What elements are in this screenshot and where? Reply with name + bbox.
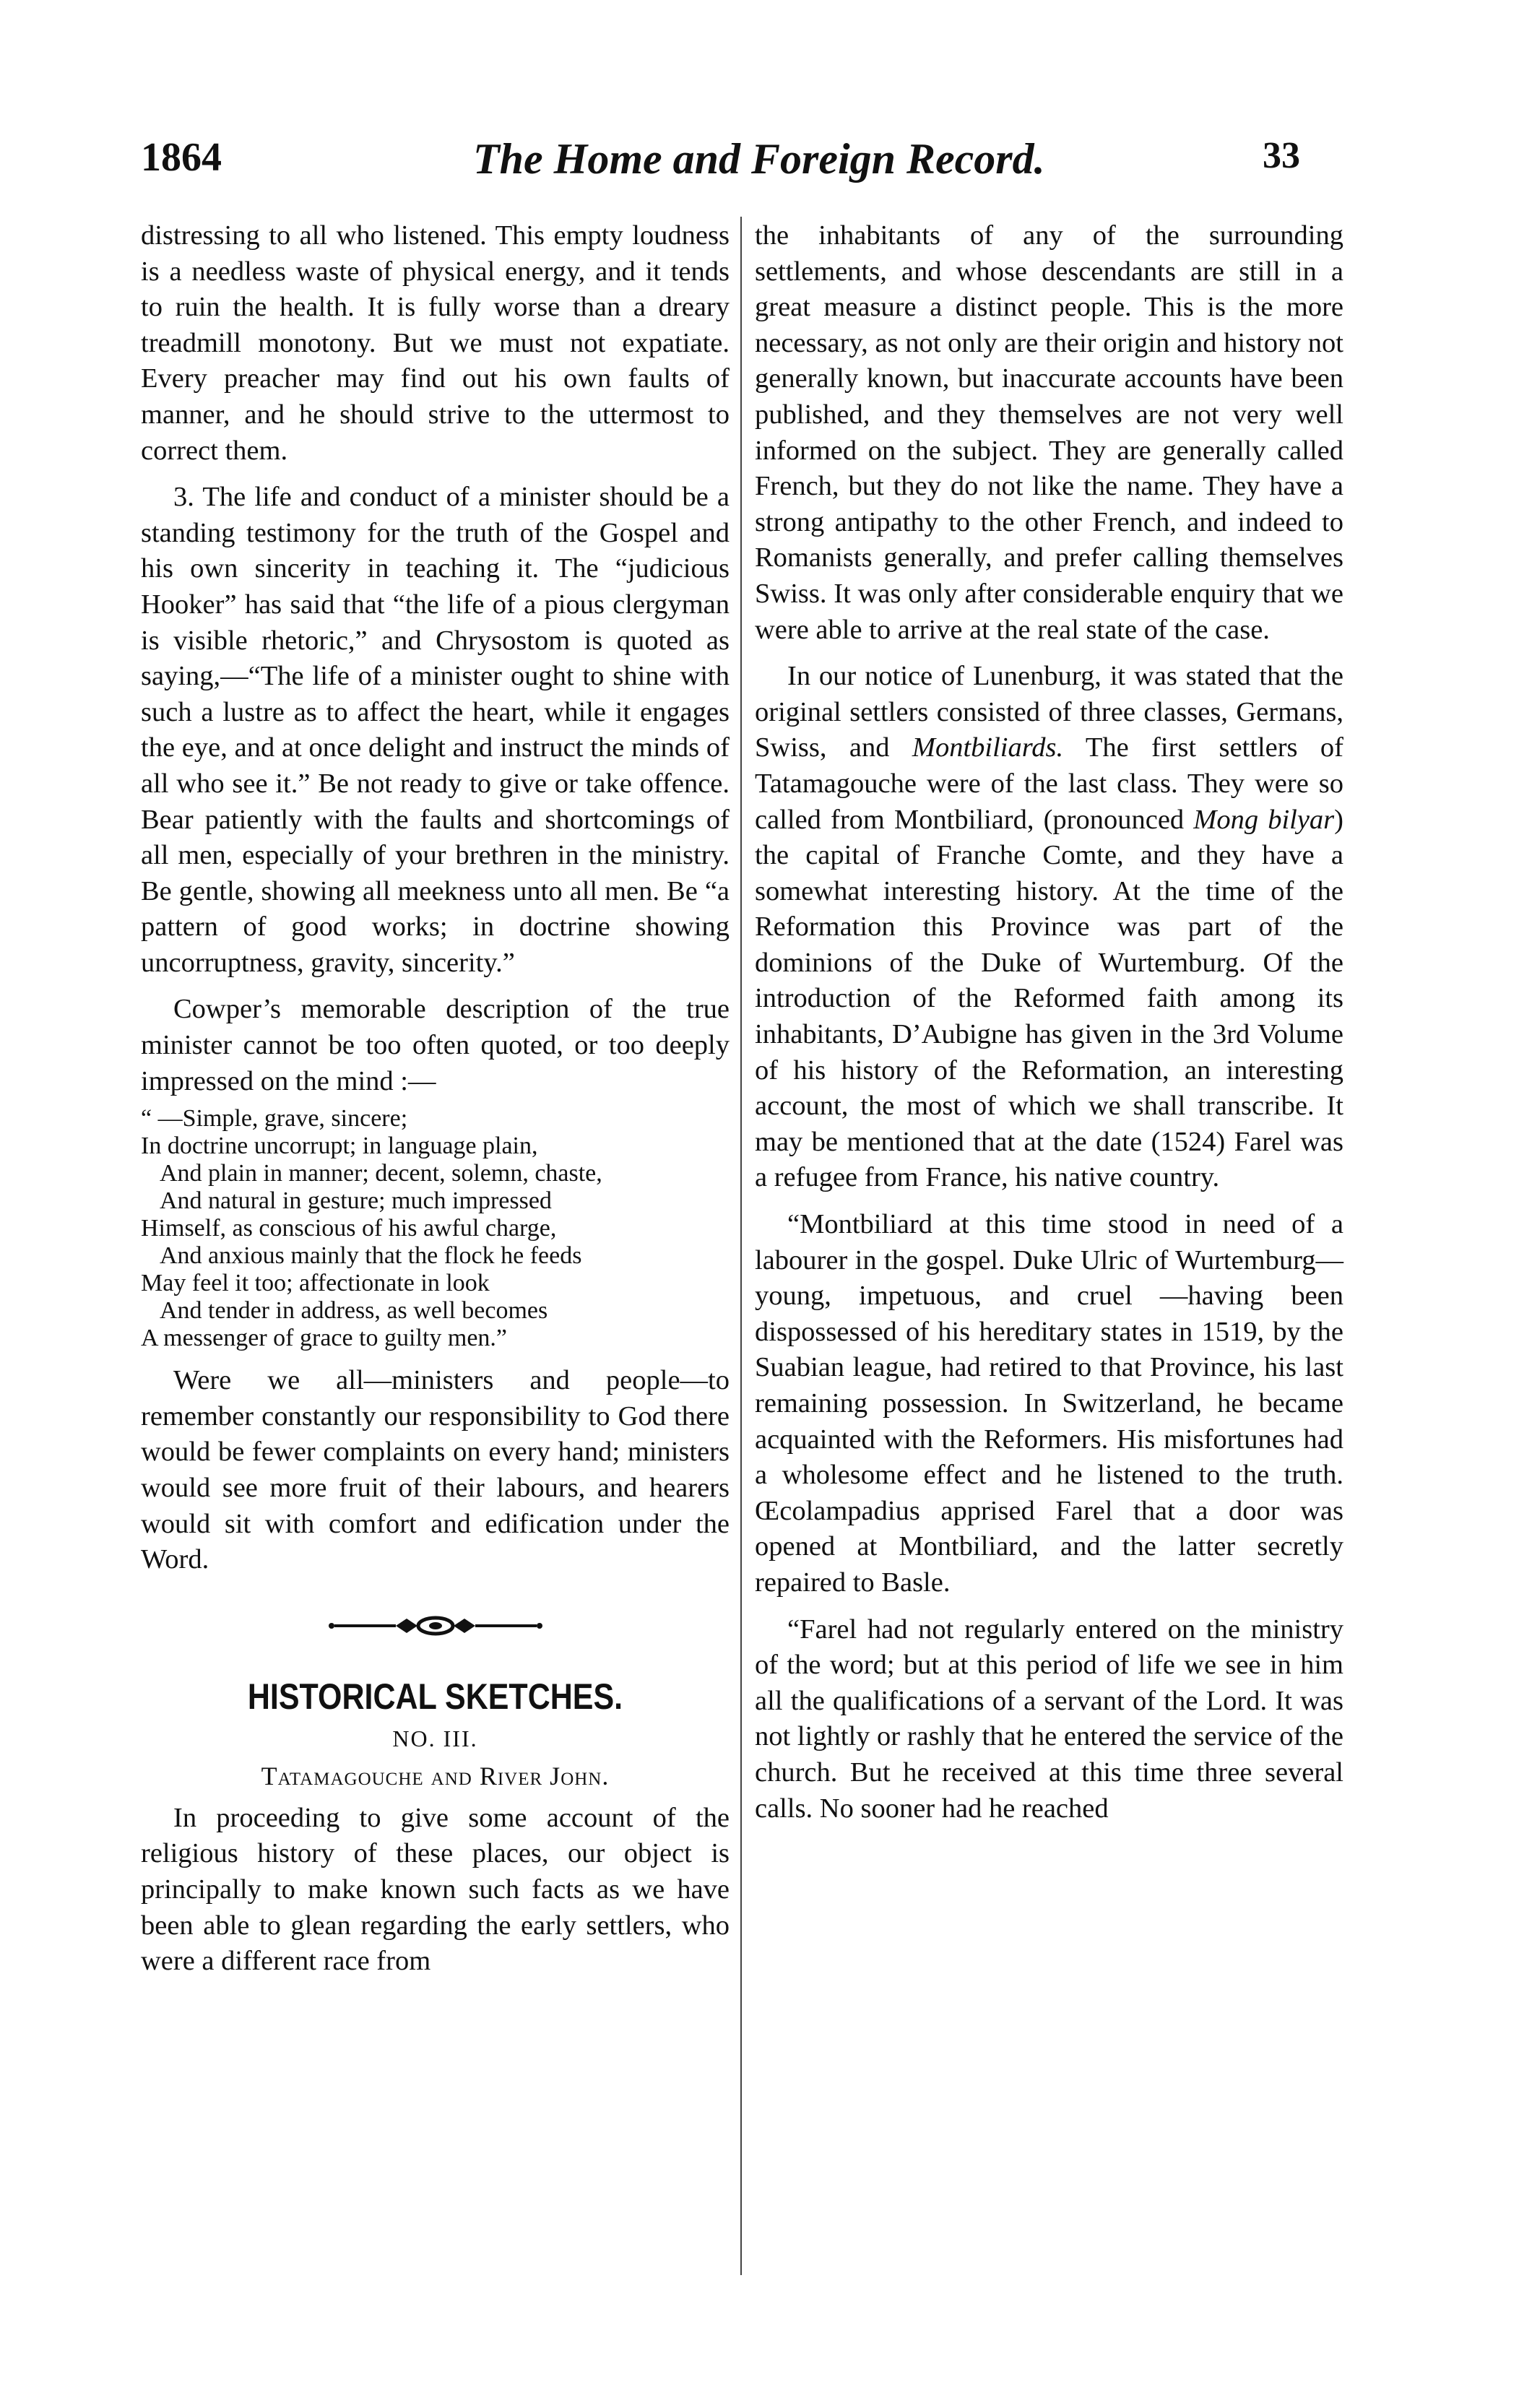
running-header: [141, 134, 1300, 185]
paragraph: distressing to all who listened. This empty loudness is a needless waste of physical energy, and it tends to ruin the health. It is fully worse than a dreary treadmill monotony. But we must not expatiate. Every preacher may find out his own faults of manner, and he should strive to the uttermost to correct them.: [141, 220, 730, 466]
poem-line: May feel it too; affectionate in look: [141, 1270, 490, 1297]
poem-line: And natural in gesture; much impressed: [160, 1187, 552, 1215]
poem-quotation: [141, 1105, 730, 1352]
paragraph: “Montbiliard at this time stood in need of a labourer in the gospel. Duke Ulric of Wurtemburg—young, impetuous, and cruel —having been dispossessed of his hereditary states in 1519, by the Suabian league, had retired to that Province, his last remaining possession. In Switzerland, he became acquainted with the Reformers. His misfortunes had a wholesome effect and he listened to the truth. Œcolampadius apprised Farel that a door was opened at Montbiliard, and the latter secretly repaired to Basle.: [755, 1209, 1343, 1598]
paragraph: 3. The life and conduct of a minister should be a standing testimony for the truth of the Gospel and his own sincerity in teaching it. The “judicious Hooker” has said that “the life of a pious clergyman is visible rhetoric,” and Chrysostom is quoted as saying,—“The life of a minister ought to shine with such a lustre as to affect the heart, while it engages the eye, and at once delight and instruct the minds of all who see it.” Be not ready to give or take offence. Bear patiently with the faults and shortcomings of all men, especially of your brethren in the ministry. Be gentle, showing all meekness unto all men. Be “a pattern of good works; in doctrine showing uncorruptness, gravity, sincerity.”: [141, 482, 730, 978]
paragraph: [755, 659, 1343, 1196]
ornament-icon: [327, 1613, 544, 1639]
italic-term: Montbiliards.: [912, 732, 1064, 763]
poem-line: Himself, as conscious of his awful charge,: [141, 1215, 557, 1242]
italic-term: Mong bilyar: [1193, 804, 1335, 835]
poem-line: And tender in address, as well becomes: [160, 1297, 548, 1325]
poem-line: A messenger of grace to guilty men.”: [141, 1325, 508, 1352]
paragraph: In proceeding to give some account of the religious history of these places, our object is principally to make known such facts as we have been able to glean regarding the early settlers, who were a different race from: [141, 1802, 730, 1977]
poem-line: In doctrine uncorrupt; in language plain,: [141, 1132, 538, 1160]
text-run: ) the capital of Franche Comte, and they have a somewhat interesting history. At the time of the Reformation this Province was part of the dominions of the Duke of Wurtemburg. Of the introduction of the Reformed faith among its inhabitants, D’Aubigne has given in the 3rd Volume of his history of the Reformation, an interesting account, the most of which we shall transcribe. It may be mentioned that at the date (1524) Farel was a refugee from France, his native country.: [755, 804, 1343, 1193]
section-heading: HISTORICAL SKETCHES.: [247, 1676, 623, 1717]
ornamental-divider: [141, 1613, 730, 1639]
poem-line: “ —Simple, grave, sincere;: [141, 1105, 408, 1132]
page-number: 33: [1263, 135, 1300, 176]
paragraph: Cowper’s memorable description of the true minister cannot be too often quoted, or too deeply impressed on the mind :—: [141, 994, 730, 1096]
paragraph: Were we all—ministers and people—to remember constantly our responsibility to God there would be fewer complaints on every hand; ministers would see more fruit of their labours, and hearers would sit with comfort and edification under the Word.: [141, 1365, 730, 1575]
section-number: NO. III.: [392, 1725, 478, 1751]
header-title: The Home and Foreign Record.: [473, 135, 1045, 183]
poem-line: And anxious mainly that the flock he feeds: [160, 1242, 582, 1270]
column-rule: [740, 217, 742, 2275]
text-run: In our notice of Lunenburg, it was stated that the original settlers consisted of three classes, Germans, Swiss, and: [755, 661, 1343, 763]
header-year: 1864: [141, 135, 222, 180]
article-subtitle: Tatamagouche and River John.: [261, 1761, 610, 1790]
left-column: [141, 218, 730, 1980]
poem-line: And plain in manner; decent, solemn, chaste,: [160, 1160, 602, 1187]
paragraph: “Farel had not regularly entered on the ministry of the word; but at this period of life we see in him all the qualifications of a servant of the Lord. It was not lightly or rashly that he entered the service of the church. But he received at this time three several calls. No sooner had he reached: [755, 1614, 1343, 1824]
text-run: The first settlers of Tatamagouche were of the last class. They were so called from Montbiliard, (pronounced: [755, 732, 1343, 835]
right-column: [755, 218, 1343, 1827]
paragraph: the inhabitants of any of the surrounding settlements, and whose descendants are still in a great measure a distinct people. This is the more necessary, as not only are their origin and history not generally known, but inaccurate accounts have been published, and they themselves are not very well informed on the subject. They are generally called French, but they do not like the name. They have a strong antipathy to the other French, and indeed to Romanists generally, and prefer calling themselves Swiss. It was only after considerable enquiry that we were able to arrive at the real state of the case.: [755, 220, 1343, 645]
